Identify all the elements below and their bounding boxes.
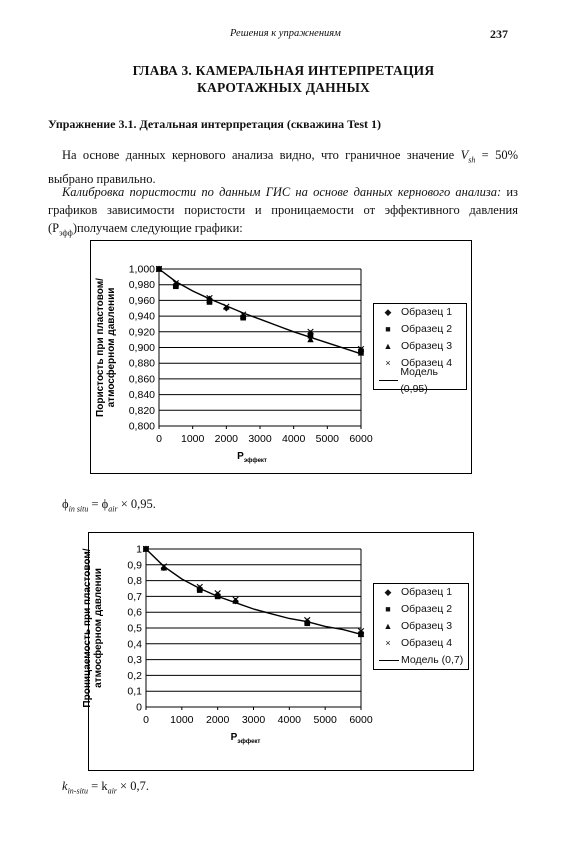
para1-text-b: = 50% выбрано правильно.: [48, 148, 518, 186]
model-curve: [159, 269, 361, 354]
y-axis-label-line1: Проницаемость при пластовом/: [82, 548, 93, 708]
x-tick-label: 0: [143, 714, 149, 726]
legend-entry: [374, 365, 466, 395]
legend-marker-icon: ▲: [383, 621, 393, 631]
legend-entry: [374, 652, 468, 669]
legend-label: Образец 3: [401, 340, 453, 352]
f1-mid-sub: air: [108, 504, 118, 514]
f1-mid: = ϕ: [88, 497, 109, 511]
y-tick-label: 0,2: [127, 669, 142, 682]
legend-label: Образец 2: [401, 323, 453, 335]
y-tick-label: 0,960: [128, 294, 155, 307]
y-tick-label: 1: [136, 543, 142, 556]
y-tick-label: 0,860: [128, 373, 155, 386]
legend-label: Образец 1: [401, 586, 453, 598]
legend-label: Образец 3: [401, 620, 453, 632]
para2-italic: Калибровка пористости по данным ГИС на основе данных кернового анализа:: [62, 185, 502, 199]
y-tick-label: 0,7: [127, 590, 142, 603]
legend-entry: [374, 584, 468, 601]
x-tick-label: 3000: [248, 433, 272, 445]
legend-marker-icon: ◆: [384, 587, 392, 597]
y-tick-label: 0,940: [128, 310, 155, 323]
legend-entry: [374, 635, 468, 652]
x-tick-label: 0: [156, 433, 162, 445]
x-axis-label: $P_{эффект}$: [237, 451, 267, 464]
f2-lhs-sub: in-situ: [67, 786, 89, 796]
para1-var: V: [460, 148, 469, 162]
permeability-chart: [82, 532, 474, 771]
x-axis-label: $P_{эффект}$: [230, 732, 261, 745]
y-tick-label: 0,980: [128, 279, 155, 292]
exercise-title: Упражнение 3.1. Детальная интерпретация (скважина Test 1): [48, 117, 381, 131]
legend-line-icon: [379, 660, 399, 661]
y-axis-label-line2: атмосферном давлении: [93, 568, 104, 688]
legend-entry: [374, 321, 466, 338]
y-tick-label: 0,1: [127, 685, 142, 698]
para1-var-sub: sh: [468, 155, 476, 165]
f2-mid-sub: air: [107, 786, 117, 796]
para2-sub: эфф: [59, 228, 73, 238]
legend-entry: [374, 601, 468, 618]
x-axis-label-sub: эффект: [243, 458, 267, 464]
para1-text-a: На основе данных кернового анализа видно, что граничное значение: [62, 148, 455, 162]
x-tick-label: 3000: [241, 714, 266, 726]
y-tick-label: 0,9: [127, 559, 142, 572]
legend-label: Модель (0,7): [401, 654, 464, 666]
page-header: [0, 28, 567, 46]
x-tick-label: 2000: [214, 433, 239, 445]
legend-label: Образец 2: [401, 603, 453, 615]
chapter-title-line2: КАРОТАЖНЫХ ДАННЫХ: [197, 80, 370, 95]
legend-marker-icon: ×: [385, 638, 391, 648]
page-number: 237: [490, 27, 508, 41]
x-tick-label: 2000: [205, 714, 230, 726]
y-axis-label-line1: Пористость при пластовом/: [95, 278, 106, 417]
y-tick-label: 0,5: [127, 622, 142, 635]
chapter-title: [0, 62, 567, 96]
x-tick-label: 6000: [349, 433, 373, 445]
legend-line-icon: [379, 380, 398, 381]
paragraph-vsh: [48, 146, 518, 188]
formula-permeability: [62, 779, 149, 796]
formula-porosity: [62, 497, 156, 514]
f1-lhs-sub: in situ: [68, 504, 89, 514]
y-tick-label: 1,000: [128, 263, 155, 276]
f2-mid: = k: [88, 779, 108, 793]
y-tick-label: 0,880: [128, 357, 155, 370]
y-tick-label: 0,3: [127, 654, 142, 667]
legend-label: Образец 4: [401, 637, 453, 649]
y-tick-label: 0,800: [128, 420, 155, 433]
para2-text-a: из графиков зависимости пористости и проницаемости от эффективного давления (P: [48, 185, 518, 235]
y-tick-label: 0,8: [127, 575, 142, 588]
x-tick-label: 1000: [170, 714, 194, 726]
legend-marker-icon: ▲: [383, 341, 393, 351]
y-tick-label: 0,840: [128, 389, 155, 402]
running-title: Решения к упражнениям: [230, 28, 341, 39]
x-tick-label: 6000: [349, 714, 373, 726]
porosity-chart-legend: [373, 303, 467, 395]
legend-marker-icon: ■: [385, 604, 391, 614]
y-tick-label: 0,6: [127, 606, 142, 619]
legend-label: Модель (0,95): [400, 365, 439, 395]
y-axis-label-line2: атмосферном давлении: [106, 287, 117, 408]
x-tick-label: 4000: [281, 433, 306, 445]
x-axis-label-sub: эффект: [237, 739, 261, 745]
porosity-chart: [90, 240, 472, 474]
f2-rhs: × 0,7.: [116, 779, 149, 793]
paragraph-calibration: [48, 183, 518, 243]
y-tick-label: 0,4: [127, 638, 142, 651]
f1-lhs: ϕ: [62, 497, 69, 511]
permeability-chart-legend: [373, 583, 469, 670]
legend-marker-icon: ×: [385, 358, 391, 368]
legend-marker-icon: ■: [385, 324, 391, 334]
legend-label: Образец 4: [401, 357, 453, 369]
x-tick-label: 5000: [313, 714, 337, 726]
legend-entry: [374, 618, 468, 635]
para2-text-b: )получаем следующие графики:: [72, 221, 243, 235]
x-tick-label: 4000: [277, 714, 302, 726]
f1-rhs: × 0,95.: [117, 497, 156, 511]
f2-lhs: k: [62, 779, 68, 793]
y-tick-label: 0,900: [128, 342, 155, 354]
x-tick-label: 5000: [315, 433, 340, 445]
legend-label: Образец 1: [401, 306, 453, 318]
y-tick-label: 0: [136, 701, 142, 714]
legend-entry: [374, 304, 466, 321]
legend-entry: [374, 338, 466, 355]
chapter-title-line1: ГЛАВА 3. КАМЕРАЛЬНАЯ ИНТЕРПРЕТАЦИЯ: [132, 63, 435, 78]
x-tick-label: 1000: [180, 433, 205, 445]
legend-marker-icon: ◆: [384, 307, 392, 317]
y-tick-label: 0,920: [128, 326, 155, 339]
y-tick-label: 0,820: [128, 404, 155, 417]
model-curve: [146, 549, 361, 634]
